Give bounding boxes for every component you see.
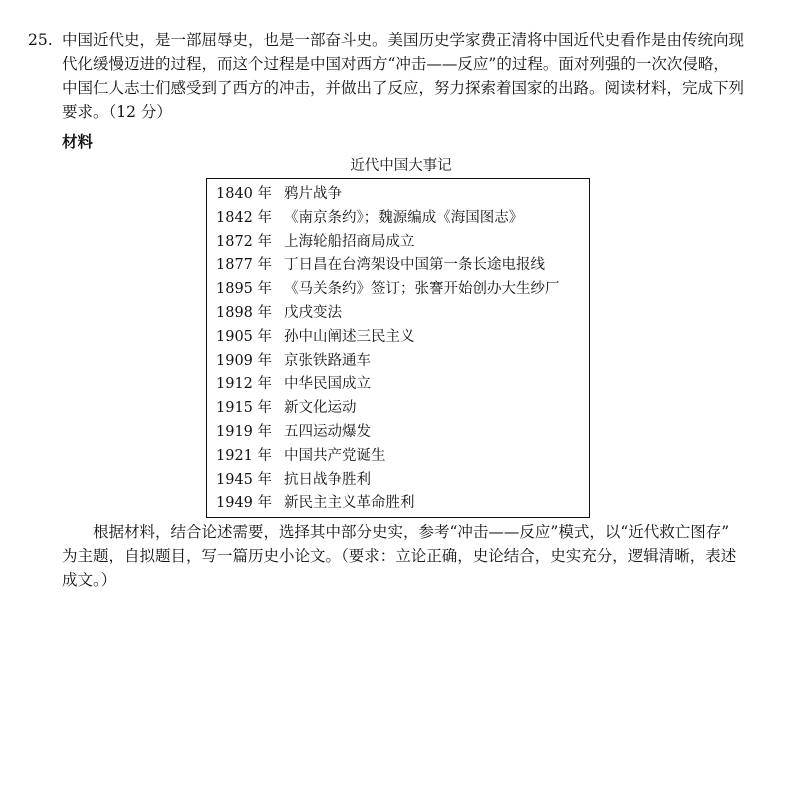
event-text: 抗日战争胜利 <box>284 471 371 488</box>
event-row <box>216 231 589 255</box>
event-year: 1919 年 <box>216 423 273 440</box>
event-text: 中华民国成立 <box>284 376 371 393</box>
event-row <box>216 397 589 421</box>
event-text: 中国共产党诞生 <box>284 447 386 464</box>
event-text: 《马关条约》签订；张謇开始创办大生纱厂 <box>284 281 560 298</box>
question-line-1 <box>28 28 778 52</box>
event-year: 1898 年 <box>216 304 273 321</box>
question-line-2: 代化缓慢迈进的过程，而这个过程是中国对西方“冲击——反应”的过程。面对列强的一次次侵略， <box>62 55 729 73</box>
question-number: 25. <box>28 31 53 49</box>
event-row <box>216 445 589 469</box>
event-year: 1912 年 <box>216 376 273 393</box>
event-table-title: 近代中国大事记 <box>350 158 452 174</box>
event-row <box>216 469 589 493</box>
event-text: 孙中山阐述三民主义 <box>284 328 415 345</box>
event-year: 1895 年 <box>216 281 273 298</box>
event-text: 五四运动爆发 <box>284 423 371 440</box>
event-year: 1877 年 <box>216 257 273 274</box>
event-year: 1872 年 <box>216 233 273 250</box>
event-text: 新民主主义革命胜利 <box>284 495 415 512</box>
question-line-4: 要求。（12 分） <box>62 103 172 121</box>
event-year: 1945 年 <box>216 471 273 488</box>
event-year: 1909 年 <box>216 352 273 369</box>
event-row <box>216 492 589 516</box>
event-text: 《南京条约》；魏源编成《海国图志》 <box>284 209 524 226</box>
event-text: 丁日昌在台湾架设中国第一条长途电报线 <box>284 257 545 274</box>
event-row <box>216 326 589 350</box>
event-table <box>206 178 590 518</box>
event-year: 1921 年 <box>216 447 273 464</box>
instruction-line-1: 根据材料，结合论述需要，选择其中部分史实，参考“冲击——反应”模式，以“近代救亡图存” <box>93 523 730 541</box>
question-text-1: 中国近代史，是一部屈辱史，也是一部奋斗史。美国历史学家费正清将中国近代史看作是由传统向现 <box>62 31 745 49</box>
event-row <box>216 373 589 397</box>
instruction-text <box>62 520 778 592</box>
event-year: 1915 年 <box>216 400 273 417</box>
event-row <box>216 421 589 445</box>
event-row <box>216 302 589 326</box>
event-text: 鸦片战争 <box>284 186 342 202</box>
event-row <box>216 278 589 302</box>
event-year: 1905 年 <box>216 328 273 345</box>
question-line-3: 中国仁人志士们感受到了西方的冲击，并做出了反应，努力探索着国家的出路。阅读材料，完成下列 <box>62 79 745 97</box>
question-stem <box>28 28 778 124</box>
material-label: 材料 <box>62 132 94 151</box>
event-text: 新文化运动 <box>284 400 357 417</box>
event-row <box>216 207 589 231</box>
event-text: 戊戌变法 <box>284 304 342 321</box>
event-year: 1949 年 <box>216 495 273 512</box>
event-year: 1842 年 <box>216 209 273 226</box>
instruction-line-3: 成文。） <box>62 571 117 589</box>
event-row <box>216 254 589 278</box>
event-text: 上海轮船招商局成立 <box>284 233 415 250</box>
event-row <box>216 183 589 207</box>
event-row <box>216 350 589 374</box>
event-text: 京张铁路通车 <box>284 352 371 369</box>
instruction-line-2: 为主题，自拟题目，写一篇历史小论文。（要求：立论正确，史论结合，史实充分，逻辑清晰，表述 <box>62 547 737 565</box>
event-year: 1840 年 <box>216 186 273 202</box>
